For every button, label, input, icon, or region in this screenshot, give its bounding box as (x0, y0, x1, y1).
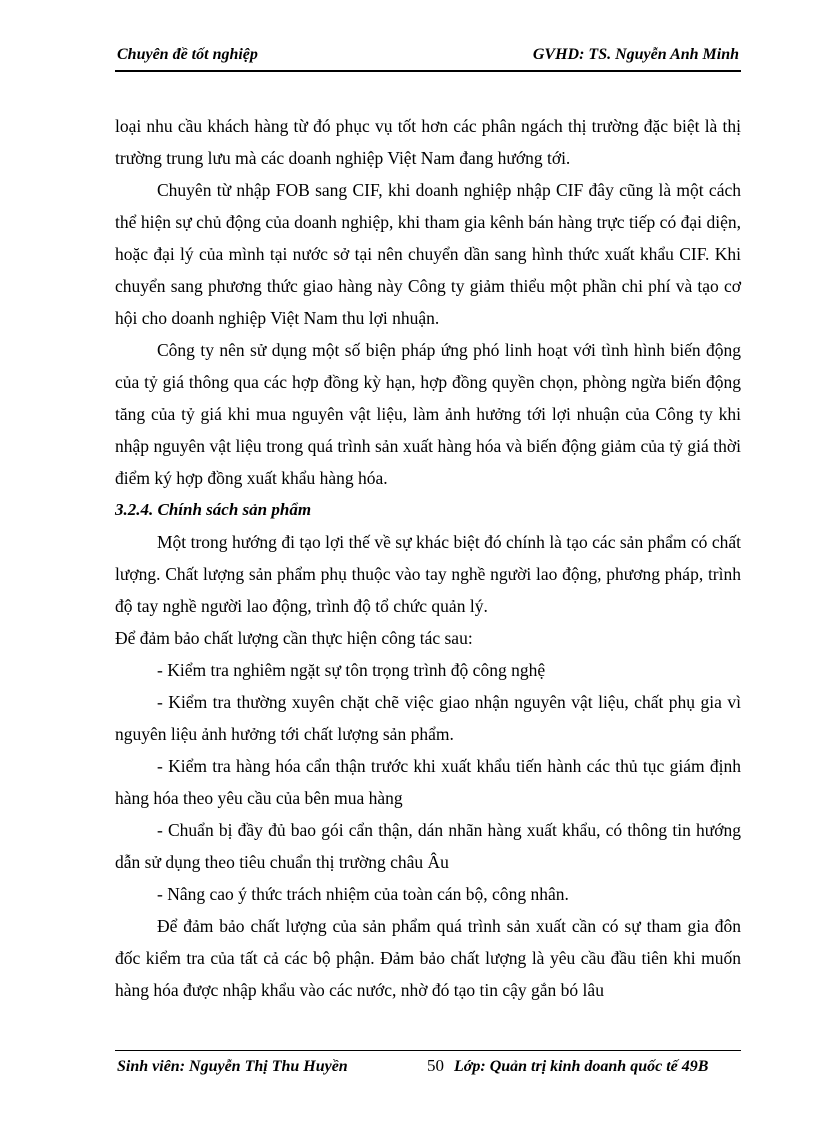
footer-student-name: Sinh viên: Nguyễn Thị Thu Huyền (117, 1058, 348, 1075)
paragraph-tasks-intro: Để đảm bảo chất lượng cần thực hiện công tác sau: (115, 628, 473, 648)
header-document-title: Chuyên đề tốt nghiệp (117, 46, 258, 63)
section-heading: 3.2.4. Chính sách sản phẩm (115, 500, 312, 519)
paragraph-fob-cif: Chuyên từ nhập FOB sang CIF, khi doanh nghiệp nhập CIF đây cũng là một cách thể hiện sự chủ động của doanh nghiệp, khi tham gia kênh bán hàng trực tiếp có đại diện, hoặc đại lý của mình tại nước sở tại nên chuyển dần sang hình thức xuất khẩu CIF. Khi chuyển sang phương thức giao hàng này Công ty giảm thiểu một phần chi phí và tạo cơ hội cho doanh nghiệp Việt Nam thu lợi nhuận. (115, 180, 741, 328)
list-item: - Chuẩn bị đầy đủ bao gói cẩn thận, dán nhãn hàng xuất khẩu, có thông tin hướng dẫn sử dụng theo tiêu chuẩn thị trường châu Âu (115, 820, 741, 872)
list-item: - Kiểm tra thường xuyên chặt chẽ việc giao nhận nguyên vật liệu, chất phụ gia vì nguyên liệu ảnh hưởng tới chất lượng sản phẩm. (115, 692, 741, 744)
paragraph-product-quality: Một trong hướng đi tạo lợi thế về sự khác biệt đó chính là tạo các sản phẩm có chất lượng. Chất lượng sản phẩm phụ thuộc vào tay nghề người lao động, phương pháp, trình độ tay nghề người lao động, trình độ tổ chức quản lý. (115, 532, 741, 616)
page-number: 50 (427, 1056, 444, 1075)
footer-class: Lớp: Quản trị kinh doanh quốc tế 49B (454, 1058, 709, 1075)
list-item: - Nâng cao ý thức trách nhiệm của toàn cán bộ, công nhân. (157, 884, 569, 904)
page-header (115, 44, 741, 72)
paragraph-exchange-rate: Công ty nên sử dụng một số biện pháp ứng phó linh hoạt với tình hình biến động của tỷ giá thông qua các hợp đồng kỳ hạn, hợp đồng quyền chọn, phòng ngừa biến động tăng của tỷ giá khi mua nguyên vật liệu, làm ảnh hưởng tới lợi nhuận của Công ty khi nhập nguyên vật liệu trong quá trình sản xuất hàng hóa và biến động giảm của tỷ giá thời điểm ký hợp đồng xuất khẩu hàng hóa. (115, 340, 741, 488)
list-item: - Kiểm tra hàng hóa cẩn thận trước khi xuất khẩu tiến hành các thủ tục giám định hàng hóa theo yêu cầu của bên mua hàng (115, 756, 741, 808)
list-item: - Kiểm tra nghiêm ngặt sự tôn trọng trình độ công nghệ (157, 660, 546, 680)
paragraph-continued: loại nhu cầu khách hàng từ đó phục vụ tốt hơn các phân ngách thị trường đặc biệt là thị trường trung lưu mà các doanh nghiệp Việt Nam đang hướng tới. (115, 116, 741, 168)
paragraph-quality-assurance: Để đảm bảo chất lượng của sản phẩm quá trình sản xuất cần có sự tham gia đôn đốc kiểm tra của tất cả các bộ phận. Đảm bảo chất lượng là yêu cầu đầu tiên khi muốn hàng hóa được nhập khẩu vào các nước, nhờ đó tạo tin cậy gắn bó lâu (115, 916, 741, 1000)
page-footer (115, 1050, 741, 1081)
document-body (115, 110, 741, 1006)
header-supervisor: GVHD: TS. Nguyễn Anh Minh (532, 46, 739, 63)
